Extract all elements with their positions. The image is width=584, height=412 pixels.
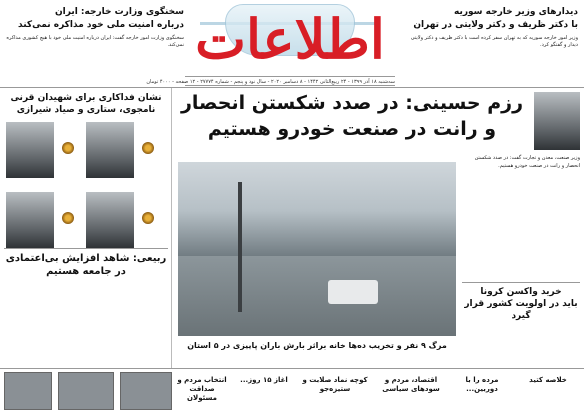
medal-icon bbox=[62, 212, 74, 224]
martyr-portrait bbox=[6, 122, 54, 178]
bottom-thumb bbox=[58, 372, 114, 410]
bottom-thumb bbox=[4, 372, 52, 410]
main-headline-block bbox=[176, 90, 528, 142]
main-lead: وزیر صنعت، معدن و تجارت گفت: در صدد شکستن انحصار و رانت در صنعت خودرو هستیم. bbox=[474, 155, 580, 169]
left-column bbox=[0, 88, 172, 368]
vaccine-story bbox=[462, 286, 580, 322]
right-top-body: وزیر امور خارجه سوریه که به تهران سفر کرده است با دکتر ظریف و دکتر ولایتی دیدار و گفتگو کرد. bbox=[410, 35, 578, 48]
left-top-body: سخنگوی وزارت امور خارجه گفت: ایران درباره امنیت ملی خود با هیچ کشوری مذاکره نمی‌کند. bbox=[6, 35, 184, 48]
date-line: سه‌شنبه ۱۸ آذر ۱۳۹۹ - ۲۴ ربیع‌الثانی ۱۴۴۲ - ۸ دسامبر ۲۰۲۰ - سال نود و پنجم - شماره ۲۷۷۷۴ - ۱۲ صفحه - ۴۰۰۰ تومان bbox=[185, 76, 395, 86]
left-top-headline-1: سخنگوی وزارت خارجه: ایران bbox=[54, 7, 184, 17]
bottom-item-1: خلاصه کتید bbox=[529, 376, 567, 384]
main-side-column bbox=[462, 154, 580, 364]
side-divider bbox=[462, 282, 580, 283]
flood-photo-pole bbox=[238, 182, 242, 312]
right-top-headline-1: دیدارهای وزیر خارجه سوریه bbox=[454, 7, 578, 17]
bottom-item-3: اقتصاد، مردم و سودهای سیاسی bbox=[382, 376, 440, 393]
martyrs-grid bbox=[6, 122, 166, 318]
rabiei-headline-1: ربیعی: شاهد افزایش بی‌اعتمادی bbox=[5, 253, 167, 264]
martyr-portrait bbox=[6, 192, 54, 248]
right-top-story bbox=[400, 6, 578, 49]
main-headline-1: رزم حسینی: در صدد شکستن انحصار bbox=[180, 92, 524, 114]
bottom-item-4: کوچه نماد صلابت و ستیزه‌جو bbox=[302, 376, 368, 393]
flood-caption: مرگ ۹ نفر و تخریب ده‌ها خانه براثر بارش باران پاییزی در ۵ استان bbox=[187, 341, 447, 350]
minister-portrait bbox=[534, 92, 580, 150]
medal-icon bbox=[142, 142, 154, 154]
martyr-portrait bbox=[86, 122, 134, 178]
martyrs-headline-1: نشان فداکاری برای شهیدان قرنی bbox=[10, 93, 162, 103]
left-divider bbox=[4, 248, 168, 249]
bottom-thumb bbox=[120, 372, 172, 410]
rabiei-story bbox=[4, 252, 168, 278]
left-top-headline-2: درباره امنیت ملی خود مذاکره نمی‌کند bbox=[18, 20, 184, 30]
left-top-story bbox=[6, 6, 184, 49]
main-headline-2: و رانت در صنعت خودرو هستیم bbox=[207, 118, 497, 140]
medal-icon bbox=[62, 142, 74, 154]
bottom-item-5: اغاز ۱۵ روز... bbox=[240, 376, 288, 384]
flood-photo bbox=[178, 162, 456, 336]
martyrs-headline-block bbox=[4, 92, 168, 116]
masthead bbox=[0, 0, 584, 86]
rabiei-headline-2: در جامعه هستیم bbox=[46, 266, 126, 277]
flood-photo-car bbox=[328, 280, 378, 304]
newspaper-logo: اطلاعات bbox=[195, 7, 385, 71]
bottom-item-2: مرده را با دوربین... bbox=[465, 376, 499, 393]
vaccine-kicker: خرید واکسن کرونا bbox=[480, 287, 562, 297]
medal-icon bbox=[142, 212, 154, 224]
flood-photo-water bbox=[178, 256, 456, 336]
bottom-item-6: انتخاب مردم و صداقت مسئولان bbox=[177, 376, 227, 402]
martyr-portrait bbox=[86, 192, 134, 248]
martyrs-headline-2: نامجوی، ستاری و صیاد شیرازی bbox=[16, 105, 156, 115]
vaccine-headline: باید در اولویت کشور قرار گیرد bbox=[464, 299, 578, 321]
bottom-strip bbox=[0, 370, 584, 412]
bottom-divider bbox=[0, 368, 584, 369]
main-story bbox=[172, 90, 584, 370]
right-top-headline-2: با دکتر ظریف و دکتر ولایتی در تهران bbox=[413, 20, 578, 30]
